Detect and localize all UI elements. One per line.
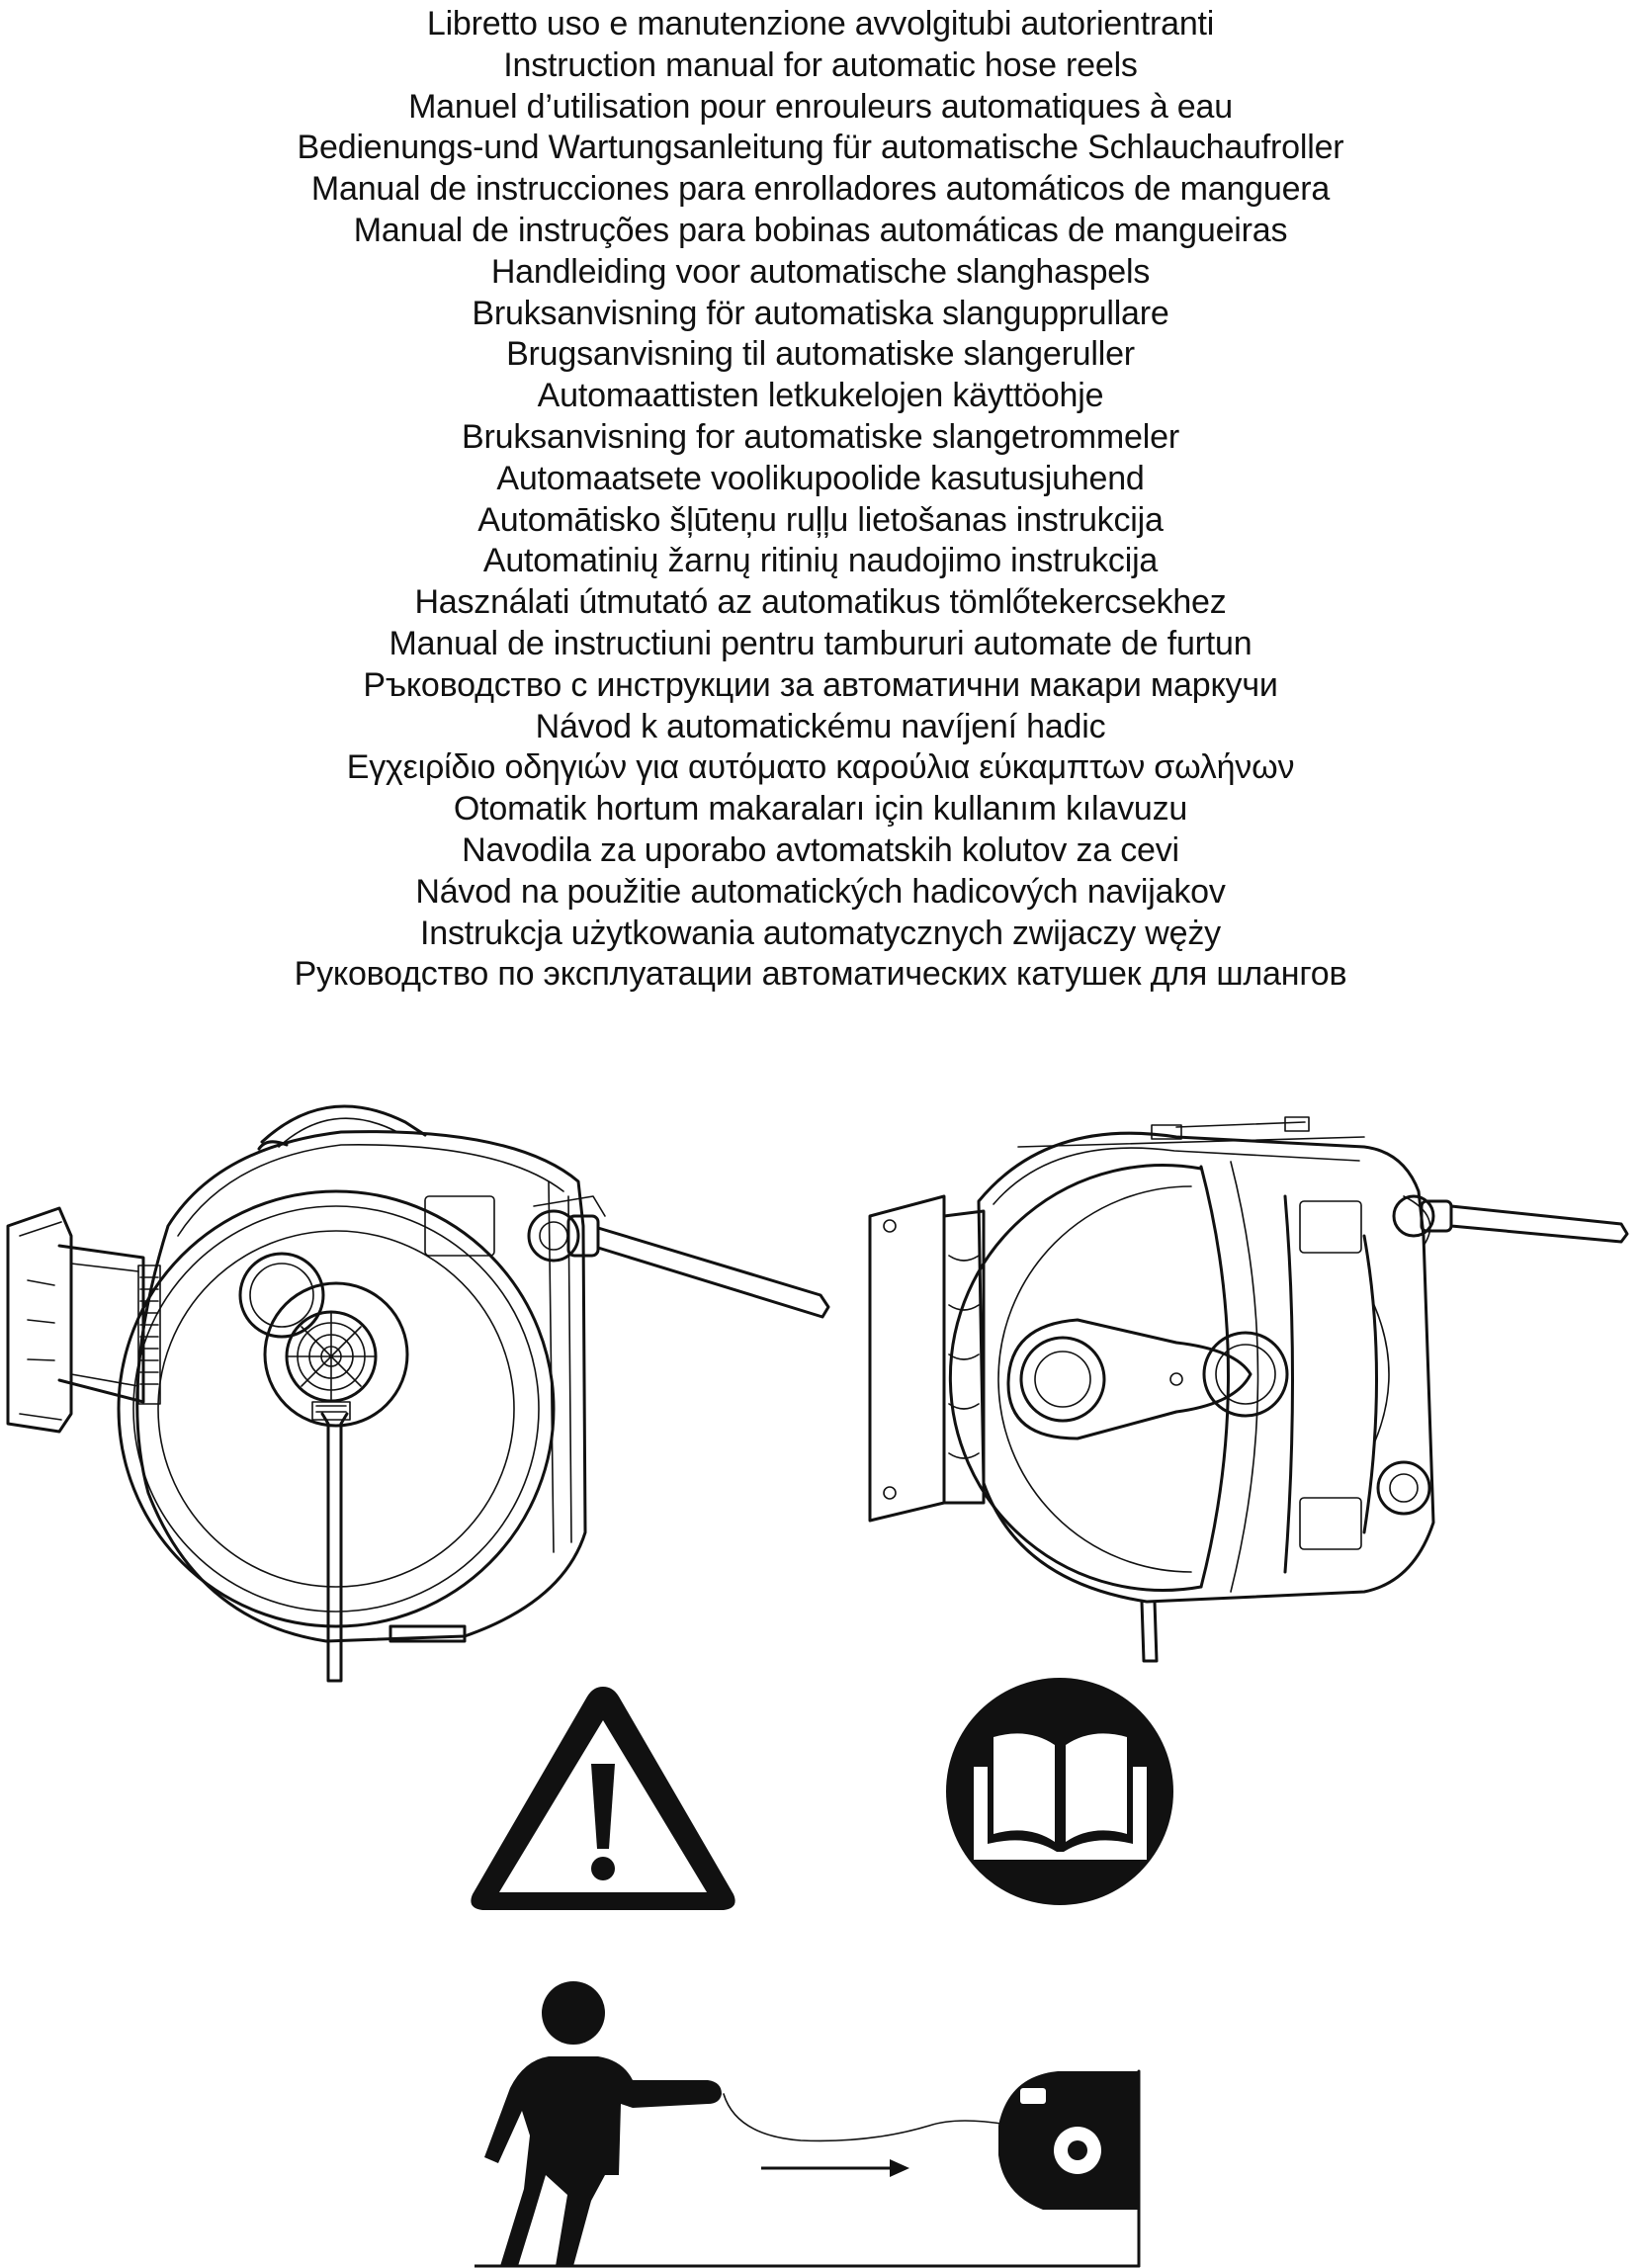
title-et: Automaatsete voolikupoolide kasutusjuhend [496, 459, 1145, 497]
title-sv: Bruksanvisning för automatiska slangupprullare [472, 294, 1169, 332]
read-manual-icon [944, 1676, 1176, 1908]
title-sl: Navodila za uporabo avtomatskih kolutov za cevi [462, 830, 1179, 869]
title-ro: Manual de instructiuni pentru tambururi automate de furtun [389, 624, 1252, 662]
title-no: Bruksanvisning for automatiske slangetrommeler [462, 417, 1179, 456]
title-cs: Návod k automatickému navíjení hadic [535, 707, 1106, 745]
title-tr: Otomatik hortum makaraları için kullanım kılavuzu [453, 790, 1188, 829]
title-pt: Manual de instruções para bobinas automáticas de mangueiras [353, 211, 1288, 249]
title-hu: Használati útmutató az automatikus tömlőtekercsekhez [414, 583, 1227, 622]
title-lt: Automatinių žarnų ritinių naudojimo instrukcija [482, 542, 1159, 580]
title-sk: Návod na použitie automatických hadicových navijakov [415, 872, 1226, 911]
title-de: Bedienungs-und Wartungsanleitung für automatische Schlauchaufroller [297, 129, 1344, 167]
title-fr: Manuel d’utilisation pour enrouleurs automatiques à eau [408, 87, 1233, 126]
title-pl: Instrukcja użytkowania automatycznych zwijaczy węży [420, 914, 1221, 952]
title-fi: Automaattisten letkukelojen käyttöohje [537, 377, 1104, 415]
title-bg: Ръководство с инструкции за автоматични макари маркучи [363, 665, 1278, 704]
manual-title-list [0, 4, 1641, 996]
title-it: Libretto uso e manutenzione avvolgitubi autorientranti [426, 5, 1215, 43]
hose-pull-usage-illustration [475, 1977, 1166, 2268]
title-lv: Automātisko šļūteņu ruļļu lietošanas instrukcija [477, 500, 1164, 539]
title-da: Brugsanvisning til automatiske slangeruller [506, 335, 1135, 374]
title-nl: Handleiding voor automatische slanghaspels [490, 252, 1151, 291]
hose-reel-back-illustration [850, 1107, 1641, 1681]
hose-reel-front-illustration [0, 1088, 850, 1701]
title-ru: Руководство по эксплуатации автоматических катушек для шлангов [294, 955, 1347, 994]
warning-triangle-icon [465, 1681, 741, 1918]
title-el: Εγχειρίδιο οδηγιών για αυτόματο καρούλια εύκαμπτων σωλήνων [346, 748, 1295, 787]
title-en: Instruction manual for automatic hose reels [503, 45, 1138, 84]
title-es: Manual de instrucciones para enrolladores automáticos de manguera [310, 170, 1331, 209]
